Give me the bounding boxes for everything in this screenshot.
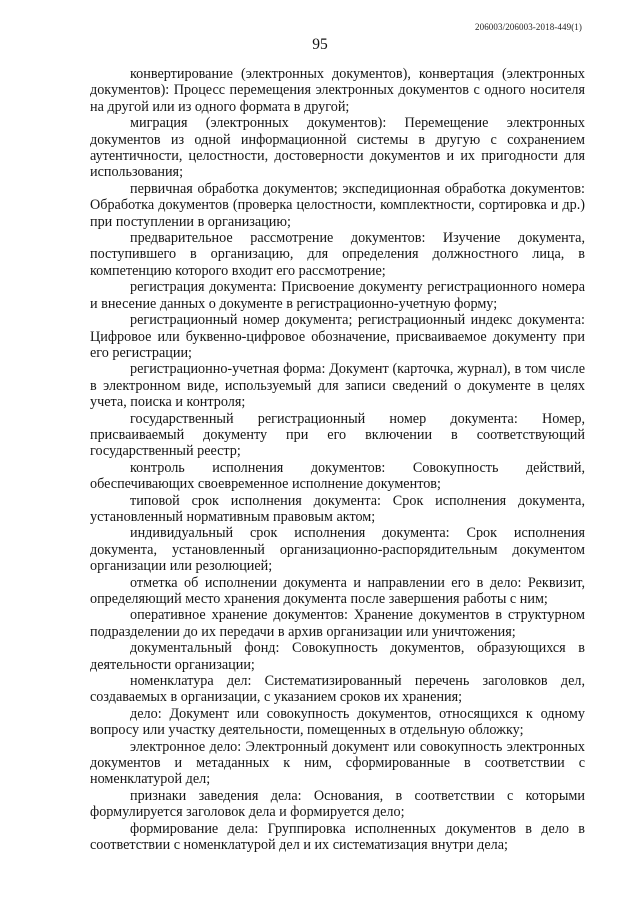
paragraph: регистрационно-учетная форма: Документ (карточка, журнал), в том числе в электронном виде, используемый для записи сведений о документе в целях учета, поиска и контроля; (90, 361, 585, 411)
paragraph: контроль исполнения документов: Совокупность действий, обеспечивающих своевременное исполнение документов; (90, 459, 585, 493)
paragraph: номенклатура дел: Систематизированный перечень заголовков дел, создаваемых в организации, с указанием сроков их хранения; (90, 673, 585, 706)
paragraph: документальный фонд: Совокупность документов, образующихся в деятельности организации; (90, 640, 585, 673)
paragraph: формирование дела: Группировка исполненных документов в дело в соответствии с номенклатурой дел и их систематизация внутри дела; (90, 820, 585, 854)
paragraph: регистрация документа: Присвоение документу регистрационного номера и внесение данных о документе в регистрационно-учетную форму; (90, 279, 585, 312)
paragraph: предварительное рассмотрение документов: Изучение документа, поступившего в организацию, для определения должностного лица, в компетенцию которого входит его рассмотрение; (90, 230, 585, 279)
document-id: 206003/206003-2018-449(1) (475, 22, 582, 32)
paragraph: отметка об исполнении документа и направлении его в дело: Реквизит, определяющий место хранения документа после завершения работы с ним; (90, 574, 585, 607)
paragraph: миграция (электронных документов): Перемещение электронных документов из одной информационной системы в другую с сохранением аутентичности, целостности, достоверности документов и их пригодности для использования; (90, 115, 585, 181)
paragraph: электронное дело: Электронный документ или совокупность электронных документов и метаданных к ним, сформированные в соответствии с номенклатурой дел; (90, 738, 585, 788)
page-number: 95 (312, 36, 328, 53)
paragraph: типовой срок исполнения документа: Срок исполнения документа, установленный нормативным правовым актом; (90, 492, 585, 525)
paragraph: признаки заведения дела: Основания, в соответствии с которыми формулируется заголовок дела и формируется дело; (90, 787, 585, 821)
paragraph: индивидуальный срок исполнения документа: Срок исполнения документа, установленный организационно-распорядительным документом организации или резолюцией; (90, 525, 585, 575)
paragraph: оперативное хранение документов: Хранение документов в структурном подразделении до их передачи в архив организации или уничтожения; (90, 607, 585, 640)
paragraph: дело: Документ или совокупность документов, относящихся к одному вопросу или участку деятельности, помещенных в отдельную обложку; (90, 705, 585, 739)
paragraph: первичная обработка документов; экспедиционная обработка документов: Обработка документов (проверка целостности, комплектности, сортировка и др.) при поступлении в организацию; (90, 180, 585, 230)
paragraph: конвертирование (электронных документов), конвертация (электронных документов): Процесс перемещения электронных документов с одного носителя на другой или из одного формата в другой; (90, 66, 585, 115)
body-text (90, 66, 585, 854)
paragraph: государственный регистрационный номер документа: Номер, присваиваемый документу при его включении в соответствующий государственный реестр; (90, 410, 585, 460)
paragraph: регистрационный номер документа; регистрационный индекс документа: Цифровое или буквенно-цифровое обозначение, присваиваемое документу при его регистрации; (90, 312, 585, 361)
